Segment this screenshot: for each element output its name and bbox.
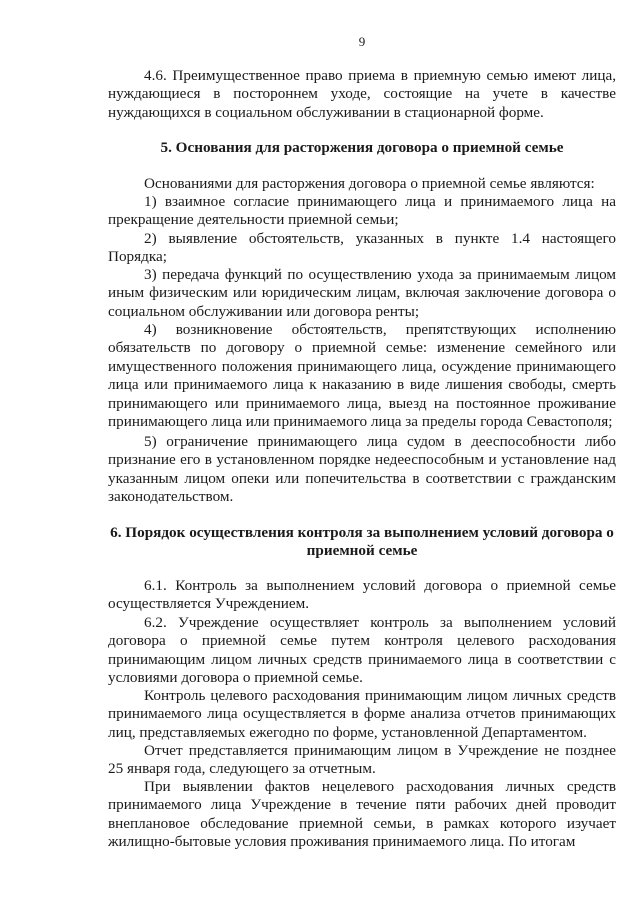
section-6-heading: 6. Порядок осуществления контроля за выполнением условий договора о приемной семье (110, 524, 614, 560)
paragraph-report-deadline: Отчет представляется принимающим лицом в Учреждение не позднее 25 января года, следующего за отчетным. (108, 742, 616, 778)
list-item-2: 2) выявление обстоятельств, указанных в пункте 1.4 настоящего Порядка; (108, 230, 616, 266)
page-number: 9 (358, 34, 366, 49)
paragraph-grounds-intro: Основаниями для расторжения договора о приемной семье являются: (144, 175, 595, 192)
document-page (108, 0, 616, 905)
list-item-5: 5) ограничение принимающего лица судом в дееспособности либо признание его в установленном порядке недееспособным и установление над указанным лицом опеки или попечительства в соответствии с гражданским законодательством. (108, 433, 616, 506)
list-item-3: 3) передача функций по осуществлению ухода за принимаемым лицом иным физическим или юридическим лицам, включая заключение договора о социальном обслуживании или договора ренты; (108, 266, 616, 320)
paragraph-6-1: 6.1. Контроль за выполнением условий договора о приемной семье осуществляется Учреждением. (108, 577, 616, 613)
paragraph-6-2: 6.2. Учреждение осуществляет контроль за выполнением условий договора о приемной семье путем контроля целевого расходования принимающим лицом личных средств принимаемого лица в соответствии с условиями договора о приемной семье. (108, 614, 616, 687)
list-item-4: 4) возникновение обстоятельств, препятствующих исполнению обязательств по договору о приемной семье: изменение семейного или имущественного положения принимающего лица, осуждение принимающего лица или принимаемого лица к наказанию в виде лишения свободы, смерть принимающего или принимаемого лица, выезд на постоянное проживание принимающего лица или принимаемого лица за пределы города Севастополя; (108, 321, 616, 431)
section-5-heading: 5. Основания для расторжения договора о приемной семье (160, 139, 564, 156)
paragraph-misuse-inspection: При выявлении фактов нецелевого расходования личных средств принимаемого лица Учреждение в течение пяти рабочих дней проводит внеплановое обследование приемной семьи, в рамках которого изучает жилищно-бытовые условия проживания принимаемого лица. По итогам (108, 778, 616, 851)
paragraph-control-form: Контроль целевого расходования принимающим лицом личных средств принимаемого лица осуществляется в форме анализа отчетов принимающих лиц, представляемых ежегодно по форме, установленной Департаментом. (108, 687, 616, 741)
list-item-1: 1) взаимное согласие принимающего лица и принимаемого лица на прекращение деятельности приемной семьи; (108, 193, 616, 229)
paragraph-4-6: 4.6. Преимущественное право приема в приемную семью имеют лица, нуждающиеся в постороннем уходе, состоящие на учете в качестве нуждающихся в социальном обслуживании в стационарной форме. (108, 67, 616, 121)
